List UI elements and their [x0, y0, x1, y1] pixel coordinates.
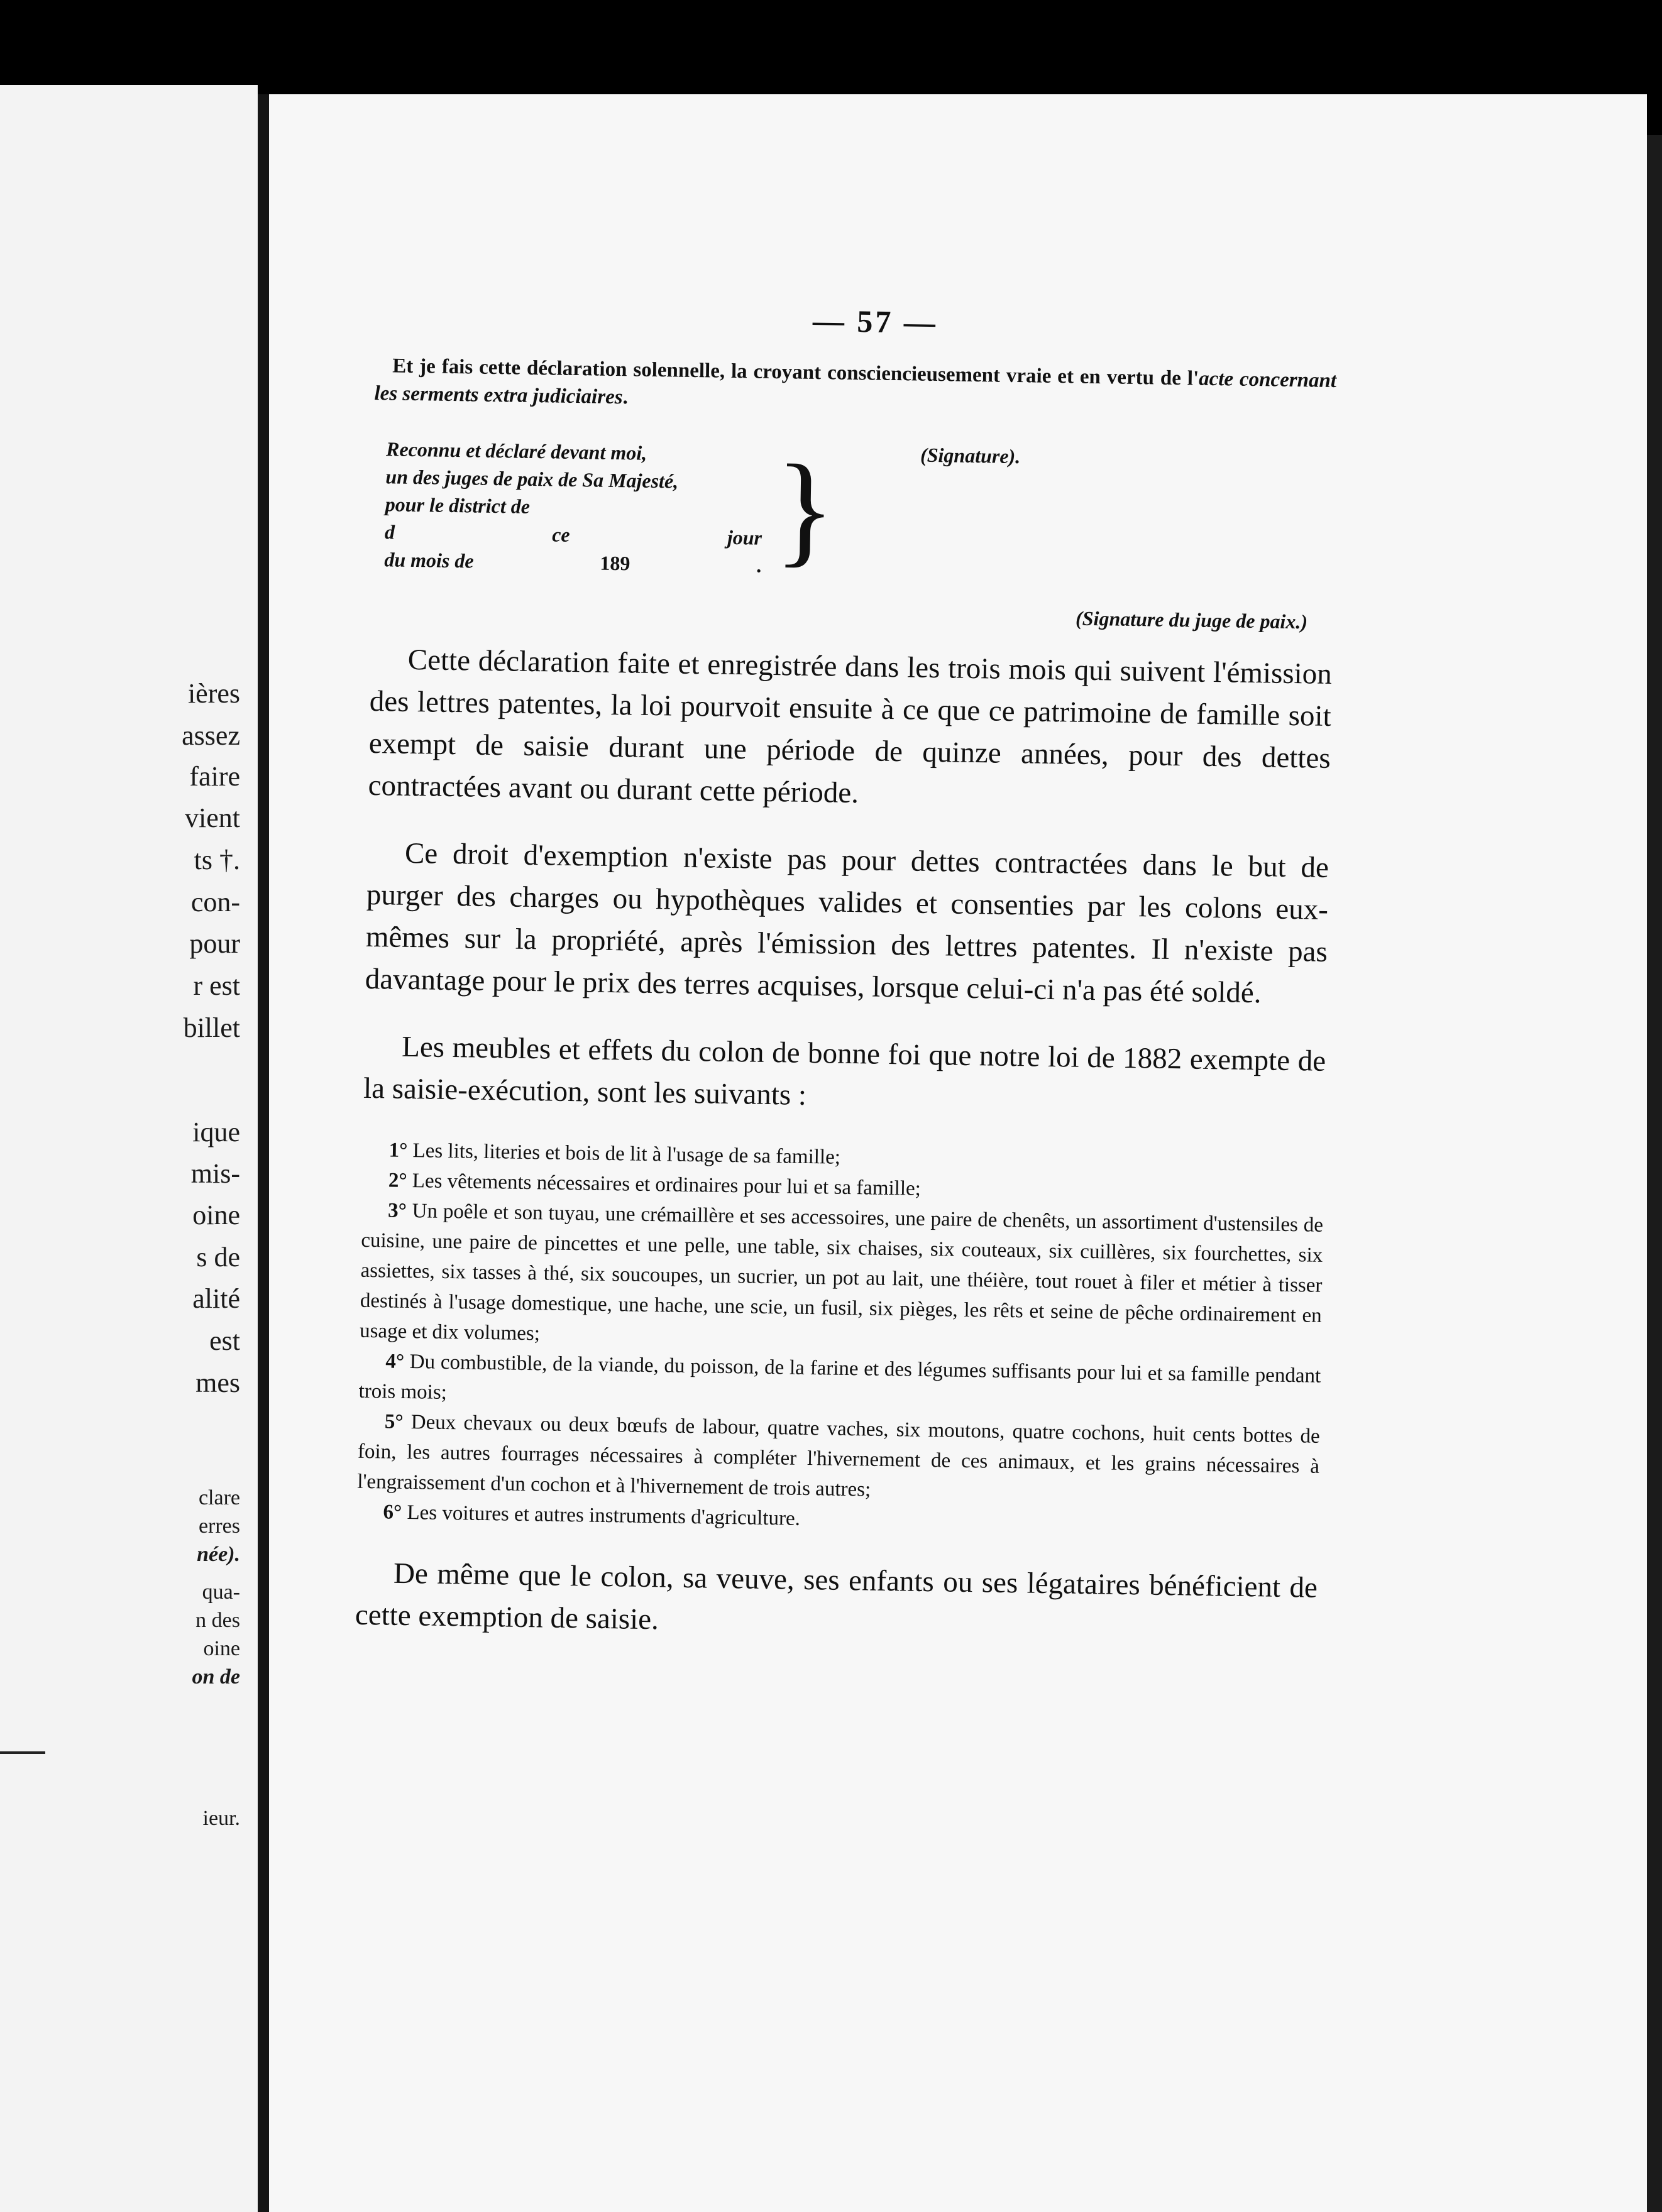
exemption-text: Deux chevaux ou deux bœufs de labour, quatre vaches, six moutons, quatre cochons, huit cents bottes de foin, les autres fourrages nécessaires à compléter l'hivernement de ces animaux, et les grains nécessaires à l'engraissement d'un cochon et à l'hivernement de trois autres; [357, 1411, 1320, 1501]
left-page-fragment: s de [196, 1242, 240, 1273]
attestation-year: 189 [600, 551, 630, 575]
left-page-fragment: r est [193, 970, 240, 1001]
exemption-item [357, 1406, 1320, 1512]
attestation-blank: jour [727, 525, 762, 549]
left-page-fragment: oine [192, 1200, 240, 1230]
left-page-fragment: assez [182, 720, 240, 751]
page-content [355, 295, 1338, 1677]
attestation-line: pour le district de [385, 493, 531, 518]
left-page-fragment: qua- [202, 1580, 240, 1604]
left-page-fragment: alité [192, 1283, 240, 1314]
attestation-line: Reconnu et déclaré devant moi, [385, 437, 647, 464]
exemption-number: 1° [388, 1139, 408, 1162]
exemption-number: 2° [388, 1169, 407, 1192]
exemption-text: Du combustible, de la viande, du poisson, de la farine et des légumes suffisants pour lui et sa famille pendant trois mois; [358, 1350, 1321, 1404]
exemption-text: Les lits, literies et bois de lit à l'usage de sa famille; [412, 1139, 841, 1169]
paragraph-exempt-goods-intro: Les meubles et effets du colon de bonne foi que notre loi de 1882 exempte de la saisie-exécution, sont les suivants : [363, 1030, 1326, 1112]
exemption-text: Les voitures et autres instruments d'agriculture. [407, 1501, 801, 1530]
paragraph-exemption-right: Ce droit d'exemption n'existe pas pour dettes contractées dans le but de purger des charges ou hypothèques valides et consenties par les colons eux-mêmes sur la propriété, après l'émission des lettres patentes. Il n'existe pas davantage pour le prix des terres acquises, lorsque celui-ci n'a pas été soldé. [365, 836, 1329, 1010]
left-page-fragment: née). [197, 1543, 240, 1566]
exemption-text: Les vêtements nécessaires et ordinaires pour lui et sa famille; [412, 1169, 922, 1200]
exemption-number: 5° [384, 1410, 404, 1433]
exemption-item [360, 1195, 1324, 1361]
left-page-fragment: est [209, 1325, 240, 1356]
exemption-text: Un poêle et son tuyau, une crémaillère et ses accessoires, une paire de chenêts, un assortiment d'ustensiles de cuisine, une paire de pincettes et une pelle, une table, six chaises, six couteaux, six cuillères, six fourchettes, six assiettes, six tasses à thé, six soucoupes, un sucrier, un pot au lait, une théière, tout rouet à filer et métier à tisser destinés à l'usage domestique, une hache, une scie, un fusil, six pièges, les rêts et seine de pêche ordinairement en usage et dix volumes; [359, 1200, 1324, 1345]
left-page-fragment: erres [198, 1514, 240, 1538]
attestation [384, 435, 763, 579]
exemption-number: 4° [385, 1350, 405, 1373]
attestation-blank: du mois de [384, 548, 474, 572]
right-page [269, 94, 1647, 2212]
left-page-fragment: mis- [190, 1158, 240, 1189]
attestation-blank: . [756, 554, 762, 577]
left-page-fragment: vient [185, 802, 240, 833]
left-page-fragment: n des [195, 1609, 240, 1632]
attestation-blank: ce [551, 523, 570, 546]
exemption-number: 6° [383, 1501, 402, 1524]
left-page-fragment: ières [187, 678, 240, 709]
left-page-fragment: pour [189, 928, 240, 959]
exemption-number: 3° [387, 1199, 407, 1222]
signature-block [371, 435, 1336, 638]
judge-signature-label: (Signature du juge de paix.) [1075, 606, 1308, 633]
exemption-list [356, 1135, 1324, 1542]
signature-label: (Signature). [920, 443, 1021, 468]
left-page-fragment: billet [183, 1012, 240, 1043]
book-gutter [258, 94, 269, 2212]
left-page-fragment: clare [198, 1486, 240, 1509]
attestation-blank: d [384, 520, 395, 544]
left-facing-page [0, 85, 258, 2212]
page-edge [1647, 135, 1662, 2212]
left-page-fragment: ique [192, 1117, 240, 1147]
page-number: — 57 — [812, 302, 938, 341]
left-page-fragment: oine [203, 1637, 240, 1660]
left-page-fragment: ts †. [194, 845, 240, 875]
attestation-line: un des juges de paix de Sa Majesté, [385, 465, 679, 493]
left-page-fragment: ieur. [202, 1807, 240, 1830]
paragraph-declaration-registered: Cette déclaration faite et enregistrée dans les trois mois qui suivent l'émission des lettres patentes, la loi pourvoit ensuite à ce que ce patrimoine de famille soit exempt de saisie durant une période de quinze années, pour des dettes contractées avant ou durant cette période. [368, 643, 1333, 810]
declaration-text: Et je fais cette déclaration solennelle, la croyant consciencieusement vraie et en vertu de l'acte concernant les serments extra judiciaires. [374, 354, 1337, 409]
left-page-fragment: on de [192, 1665, 240, 1689]
left-page-fragment: mes [195, 1367, 240, 1398]
left-page-rule [0, 1751, 45, 1754]
curly-brace: } [774, 439, 837, 579]
left-page-fragment: faire [189, 761, 240, 792]
paragraph-heirs: De même que le colon, sa veuve, ses enfants ou ses légataires bénéficient de cette exemption de saisie. [355, 1557, 1318, 1636]
left-page-fragment: con- [190, 887, 240, 917]
